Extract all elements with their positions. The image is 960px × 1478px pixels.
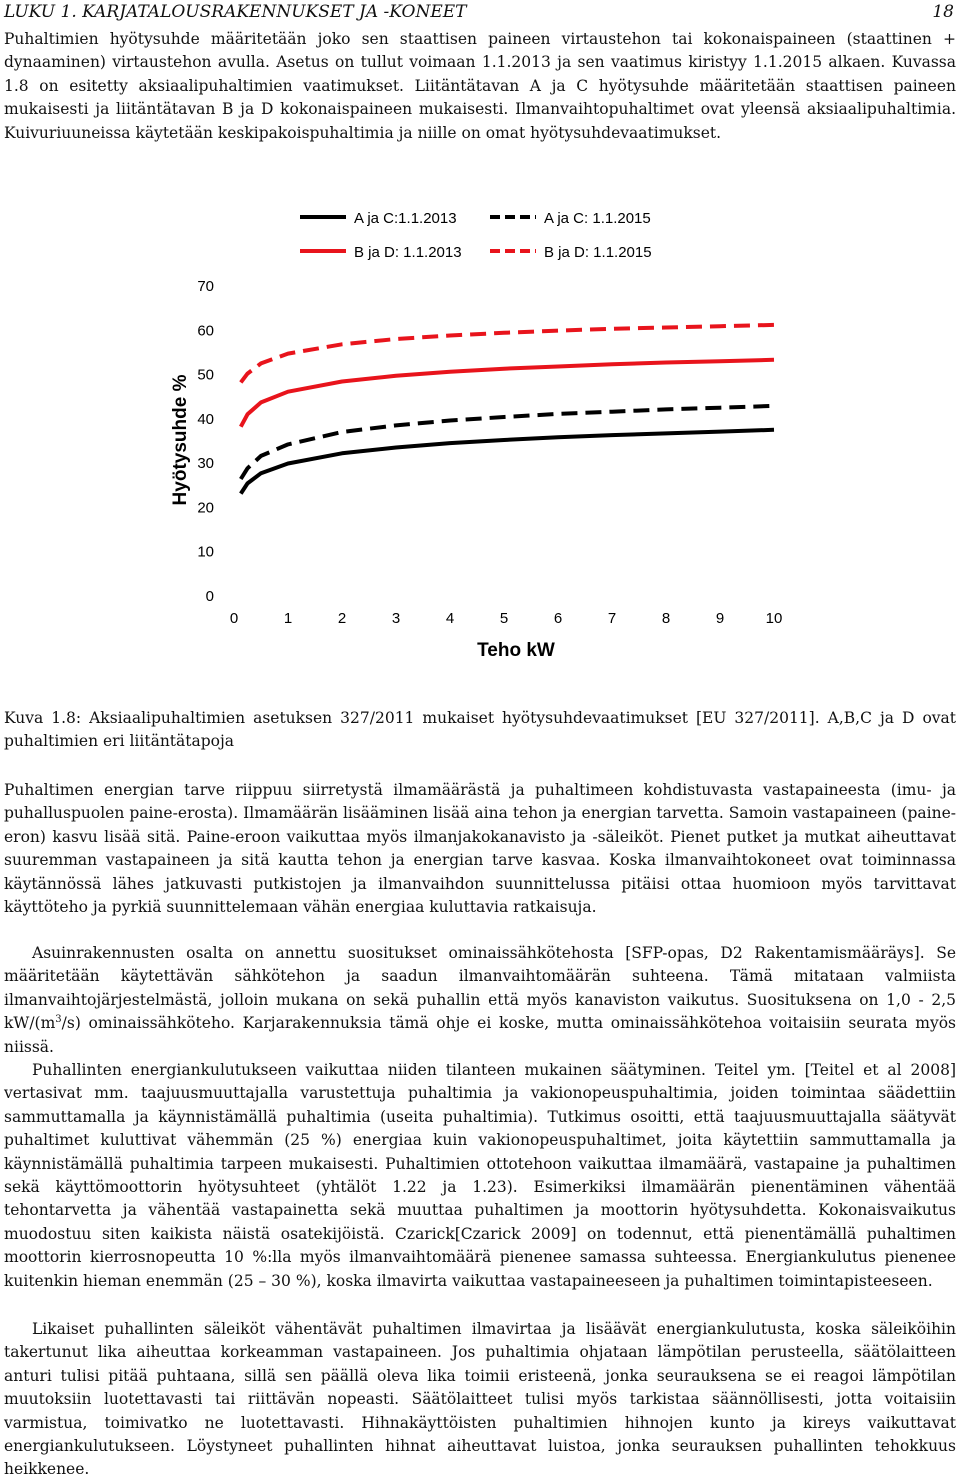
- x-tick-label: 4: [445, 610, 455, 627]
- x-axis-label: Teho kW: [477, 640, 555, 661]
- x-tick-label: 10: [765, 610, 783, 627]
- series-line-4: [241, 325, 774, 383]
- chart-series-lines: [241, 325, 774, 494]
- body-paragraph-2: [4, 942, 956, 1059]
- sfp-tail: /s) ominaissähköteho. Karjarakennuksia tämä ohje ei koske, mutta ominaissähkötehoa voitaisiin seurata myös niissä.: [4, 1014, 956, 1056]
- x-tick-label: 1: [283, 610, 293, 627]
- body-paragraph-4: Likaiset puhallinten säleiköt vähentävät puhaltimen ilmavirtaa ja lisäävät energiankulutusta, koska säleiköihin takertunut lika aiheuttaa korkeamman vastapaineen. Jos puhaltimia ohjataan lämpötilan perusteella, säätölaitteen anturi tulisi pitää puhtaana, sillä sen päällä oleva lika toimii eristeenä, jonka seurauksena se ei reagoi lämpötilan muutoksiin luotettavasti tai riittävän nopeasti. Säätölaitteet tulisi myös tarkistaa säännöllisesti, jotta voitaisiin varmistua, toimivatko ne luotettavasti. Hihnakäyttöisten puhaltimien hihnojen kunto ja kireys vaikuttavat energiankulutukseen. Löystyneet puhallinten hihnat aiheuttavat luistoa, jonka seurauksen puhallinten tehokkuus heikkenee.: [4, 1320, 956, 1478]
- chart-legend: [300, 210, 652, 261]
- sfp-text: Asuinrakennusten osalta on annettu suositukset ominaissähkötehosta [SFP-opas, D2 Rakentamismääräys]. Se määritetään käytettävän sähkötehon ja saadun ilmanvaihtomäärän suhteena. Tämä mitataan valmiista ilmanvaihtojärjestelmästä, jolloin mukana on sekä puhallin että myös kanaviston vaikutus. Suosituksena on 1,0 - 2,5 kW/(m: [4, 944, 956, 1033]
- legend-label-2: A ja C: 1.1.2015: [544, 210, 651, 227]
- y-tick-label: 10: [197, 543, 214, 561]
- page-number: 18: [932, 2, 954, 22]
- legend-label-4: B ja D: 1.1.2015: [544, 244, 652, 261]
- chapter-title: LUKU 1. KARJATALOUSRAKENNUKSET JA -KONEET: [4, 2, 467, 22]
- x-tick-label: 7: [607, 610, 617, 627]
- x-tick-label: 9: [715, 610, 725, 627]
- x-tick-label: 6: [553, 610, 563, 627]
- y-tick-label: 30: [197, 455, 214, 473]
- body-paragraph-3: Puhallinten energiankulutukseen vaikuttaa niiden tilanteen mukainen säätyminen. Teitel ym. [Teitel et al 2008] vertasivat mm. taajuusmuuttajalla varustettuja puhaltimia ja vakionopeuspuhaltimia, joiden toimintaa säädettiin sammuttamalla ja käynnistämällä puhaltimia (useita puhaltimia). Tutkimus osoitti, että taajuusmuuttajalla säätyvät puhaltimet kuluttivat vähemmän (25 %) energiaa kuin vakionopeuspuhaltimet, joita käytettiin sammuttamalla ja käynnistämällä puhaltimia tarpeen mukaisesti. Puhaltimien ottotehoon vaikuttaa ilmamäärä, vastapaine ja puhaltimen sekä käyttömoottorin hyötysuhteet (yhtälöt 1.22 ja 1.23). Esimerkiksi ilmamäärän pienentäminen vähentää tehontarvetta ja vähentää vastapainetta sekä muuttaa puhaltimen ja moottorin hyötysuhdetta. Kokonaisvaikutus muodostuu siten kaikista näistä osatekijöistä. Czarick[Czarick 2009] on todennut, että pienentämällä puhaltimen moottorin kierrosnopeutta 10 %:lla myös ilmanvaihtomäärä pienenee samassa suhteessa. Energiankulutus pienenee kuitenkin hieman enemmän (25 – 30 %), koska ilmavirta vaikuttaa vastapaineeseen ja puhaltimen toimintapisteeseen.: [4, 1061, 956, 1290]
- y-tick-label: 70: [197, 278, 214, 295]
- y-tick-label: 60: [197, 322, 214, 340]
- page-header: [4, 0, 954, 24]
- legend-label-1: A ja C:1.1.2013: [354, 210, 457, 227]
- intro-paragraph: Puhaltimien hyötysuhde määritetään joko sen staattisen paineen virtaustehon tai kokonaispaineen (staattinen + dynaaminen) virtaustehon avulla. Asetus on tullut voimaan 1.1.2013 ja sen vaatimus kiristyy 1.1.2015 alkaen. Kuvassa 1.8 on esitetty aksiaalipuhaltimien vaatimukset. Liitäntätavan A ja C hyötysuhde määritetään staattisen paineen mukaisesti ja liitäntätavan B ja D kokonaispaineen mukaisesti. Ilmanvaihtopuhaltimet ovat yleensä aksiaalipuhaltimia. Kuivuriuuneissa käytetään keskipakoispuhaltimia ja niille on omat hyötysuhdevaatimukset.: [4, 30, 956, 142]
- y-tick-label: 40: [197, 410, 214, 428]
- series-line-1: [241, 430, 774, 494]
- x-tick-label: 2: [337, 610, 347, 627]
- body-paragraph-1: Puhaltimen energian tarve riippuu siirretystä ilmamäärästä ja puhaltimeen kohdistuvasta vastapaineesta (imu- ja puhalluspuolen paine-erosta). Ilmamäärän lisääminen lisää aina tehon ja energian tarvetta. Samoin vastapaineen (paine-eron) kasvu lisää sitä. Paine-eroon vaikuttaa myös ilmanjakokanavisto ja -säleiköt. Pienet putket ja mutkat aiheuttavat suuremman vastapaineen ja sitä kautta tehon ja energian tarve kasvaa. Koska ilmanvaihtokoneet ovat toiminnassa käytännössä lähes jatkuvasti putkistojen ja ilmanvaihdon suunnittelussa pitäisi ottaa huomioon myös tarvittavat käyttöteho ja pyrkiä suunnittelemaan vähän energiaa kuluttavia ratkaisuja.: [4, 781, 956, 917]
- y-tick-label: 50: [197, 366, 214, 384]
- x-tick-label: 5: [499, 610, 509, 627]
- y-axis-ticks: [197, 278, 214, 605]
- x-tick-label: 0: [229, 610, 239, 627]
- legend-label-3: B ja D: 1.1.2013: [354, 244, 462, 261]
- figure-caption: Kuva 1.8: Aksiaalipuhaltimien asetuksen 327/2011 mukaiset hyötysuhdevaatimukset [EU 327/2011]. A,B,C ja D ovat puhaltimien eri liitäntätapoja: [4, 709, 956, 751]
- sfp-superscript: 3: [55, 1014, 62, 1026]
- y-tick-label: 20: [197, 499, 214, 517]
- y-axis-label: Hyötysuhde %: [170, 374, 191, 506]
- efficiency-chart: [150, 195, 810, 665]
- x-tick-label: 3: [391, 610, 401, 627]
- x-axis-ticks: [230, 610, 783, 627]
- series-line-2: [241, 406, 774, 479]
- series-line-3: [241, 360, 774, 427]
- y-tick-label: 0: [205, 588, 214, 605]
- x-tick-label: 8: [661, 610, 671, 627]
